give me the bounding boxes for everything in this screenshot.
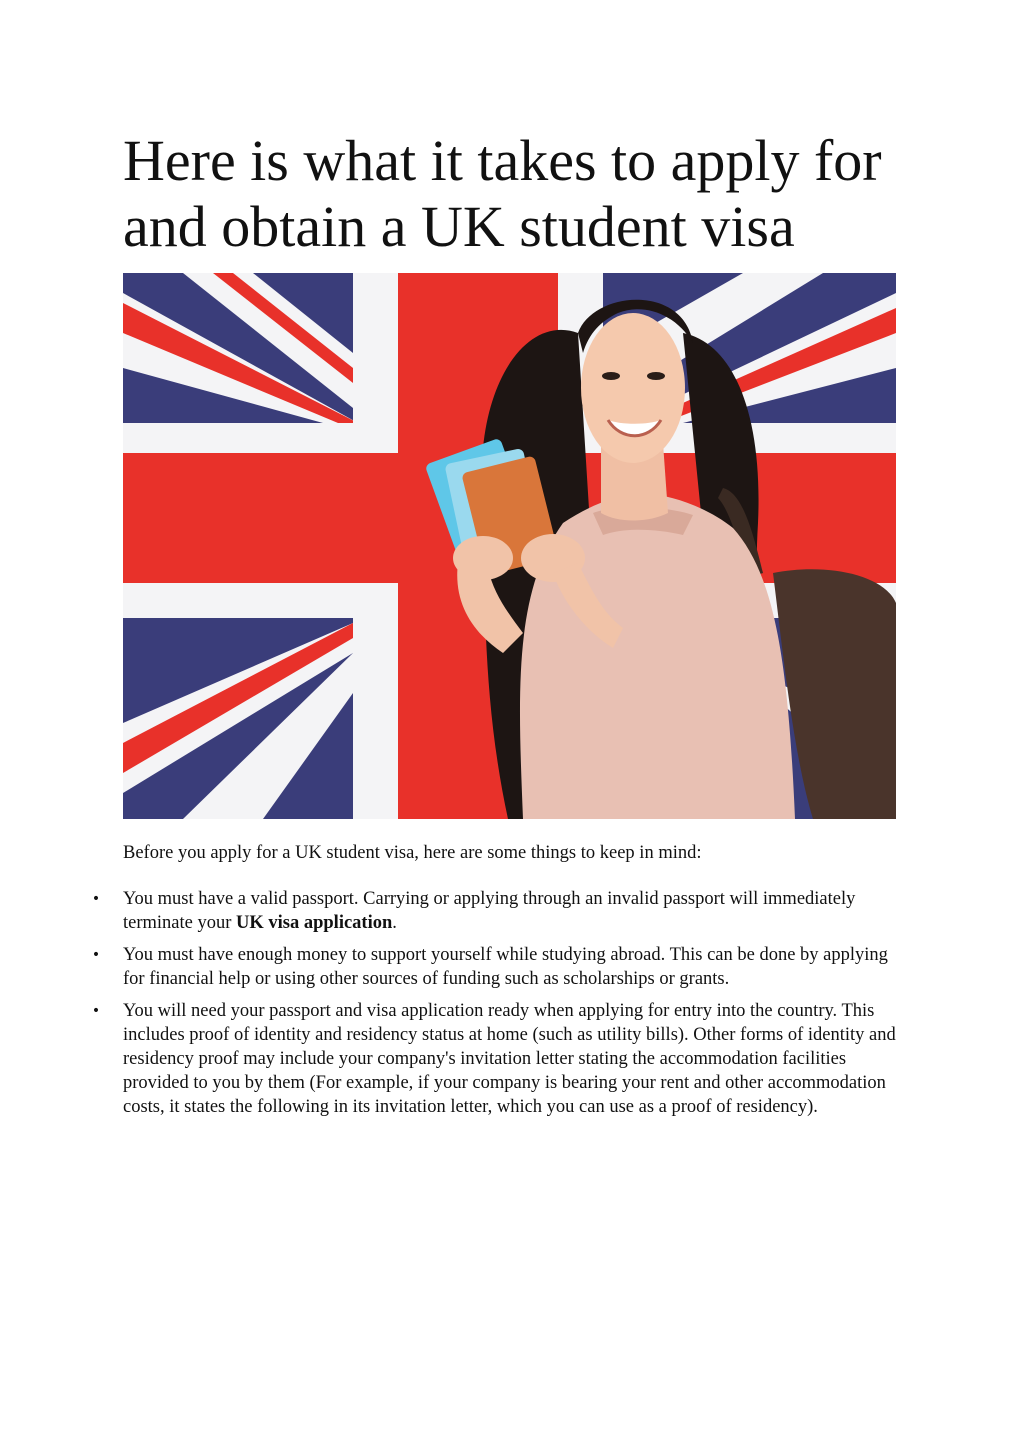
visa-application-link[interactable]: UK visa application — [236, 913, 393, 933]
hero-image — [123, 273, 896, 819]
list-item-text: You must have a valid passport. Carrying or applying through an invalid passport will immediately terminate your — [123, 889, 856, 933]
intro-paragraph: Before you apply for a UK student visa, here are some things to keep in mind: — [123, 843, 702, 863]
requirements-list — [0, 887, 900, 1127]
list-item-text: You will need your passport and visa application ready when applying for entry into the country. This includes proof of identity and residency status at home (such as utility bills). Other forms of identity and residency proof may include your company's invitation letter stating the accommodation facilities provided to you by them (For example, if your company is bearing your rent and other accommodation costs, it states the following in its invitation letter, which you can use as a proof of residency). — [123, 1001, 896, 1117]
uk-flag-student-photo-icon — [123, 273, 896, 819]
page-title: Here is what it takes to apply for and obtain a UK student visa — [123, 128, 882, 259]
bullet-icon: • — [91, 947, 101, 963]
bullet-icon: • — [91, 891, 101, 907]
list-item — [0, 887, 898, 935]
bullet-icon: • — [91, 1003, 101, 1019]
list-item-text: You must have enough money to support yourself while studying abroad. This can be done by applying for financial help or using other sources of funding such as scholarships or grants. — [123, 945, 888, 989]
list-item — [0, 943, 898, 991]
list-item — [0, 999, 898, 1119]
list-item-text-end: . — [392, 913, 397, 933]
